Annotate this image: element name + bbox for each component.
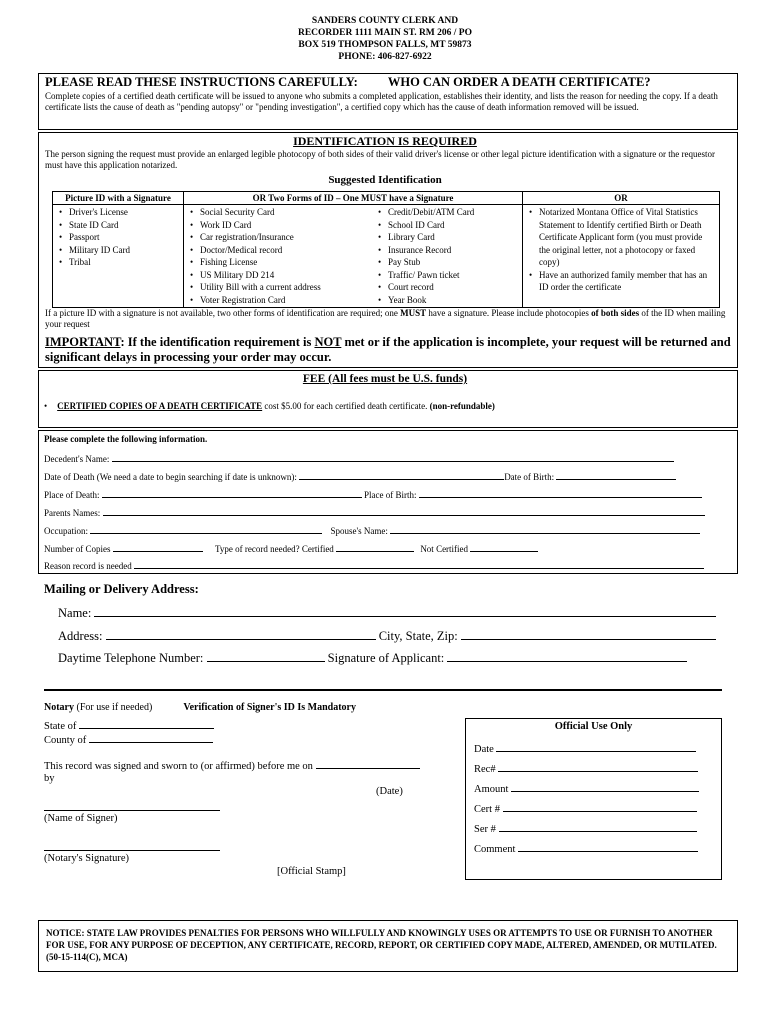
col-two-forms-header: OR Two Forms of ID – One MUST have a Signature bbox=[184, 192, 523, 205]
picture-id-item: • Military ID Card bbox=[69, 244, 179, 257]
id-form-item: • Fishing License bbox=[200, 256, 370, 269]
place-of-death-label: Place of Death: bbox=[44, 490, 100, 500]
picture-id-item: • Passport bbox=[69, 231, 179, 244]
official-cert-row: Cert # bbox=[474, 802, 697, 815]
two-forms-cell bbox=[184, 205, 523, 308]
official-ser-field[interactable] bbox=[499, 822, 697, 832]
state-row bbox=[44, 719, 214, 732]
official-date-row: Date bbox=[474, 742, 696, 755]
picture-id-item: • Driver's License bbox=[69, 206, 179, 219]
decedent-name-field[interactable] bbox=[112, 452, 674, 462]
official-date-field[interactable] bbox=[496, 742, 696, 752]
picture-id-cell bbox=[53, 205, 184, 308]
signer-name-caption: (Name of Signer) bbox=[44, 813, 118, 824]
reason-row bbox=[44, 559, 704, 571]
reason-label: Reason record is needed bbox=[44, 561, 132, 571]
col-picture-id-header: Picture ID with a Signature bbox=[53, 192, 184, 205]
official-comment-row: Comment bbox=[474, 842, 698, 855]
decedent-name-label: Decedent's Name: bbox=[44, 454, 110, 464]
date-of-death-field[interactable] bbox=[299, 470, 504, 480]
id-form-item: • School ID Card bbox=[388, 219, 474, 232]
phone-signature-row bbox=[58, 649, 687, 666]
phone-field[interactable] bbox=[207, 649, 325, 662]
place-of-birth-field[interactable] bbox=[419, 488, 702, 498]
official-amount-row: Amount bbox=[474, 782, 699, 795]
alternative-id-item: • Notarized Montana Office of Vital Statistics Statement to Identify certified Birth or Death Certificate Applicant form (you must provide the original letter, not a photocopy or faxed copy) bbox=[539, 206, 715, 269]
sworn-date-field[interactable] bbox=[316, 759, 420, 769]
id-form-item: • Year Book bbox=[388, 294, 474, 307]
county-field[interactable] bbox=[89, 733, 213, 743]
copies-label: Number of Copies bbox=[44, 544, 111, 554]
signer-name-field[interactable] bbox=[44, 810, 220, 811]
header-line-3: BOX 519 THOMPSON FALLS, MT 59873 bbox=[298, 40, 472, 50]
id-form-item: • Car registration/Insurance bbox=[200, 231, 370, 244]
official-rec-row: Rec# bbox=[474, 762, 698, 775]
form-intro: Please complete the following information. bbox=[44, 434, 208, 444]
copies-field[interactable] bbox=[113, 542, 203, 552]
city-state-zip-label: City, State, Zip: bbox=[378, 629, 458, 643]
header-line-2: RECORDER 1111 MAIN ST. RM 206 / PO bbox=[297, 28, 472, 38]
by-label: by bbox=[44, 773, 55, 784]
mailing-name-field[interactable] bbox=[94, 604, 716, 617]
notice-text: NOTICE: STATE LAW PROVIDES PENALTIES FOR PERSONS WHO WILLFULLY AND KNOWINGLY USES OR ATTEMPTS TO USE OR FURNISH TO ANOTHER FOR USE, FOR ANY PURPOSE OF DECEPTION, ANY CERTIFICATE, RECORD, REPORT, OR CERTIFIED COPY MADE, ALTERED, AMENDED, OR MUTILATED. (50-15-114(C), MCA) bbox=[46, 928, 717, 962]
parents-label: Parents Names: bbox=[44, 508, 101, 518]
id-form-item: • Work ID Card bbox=[200, 219, 370, 232]
official-amount-field[interactable] bbox=[511, 782, 699, 792]
id-form-item: • Credit/Debit/ATM Card bbox=[388, 206, 474, 219]
id-form-item: • Voter Registration Card bbox=[200, 294, 370, 307]
mailing-title: Mailing or Delivery Address: bbox=[44, 582, 199, 596]
id-form-item: • Doctor/Medical record bbox=[200, 244, 370, 257]
parents-field[interactable] bbox=[103, 506, 705, 516]
header-line-4: PHONE: 406-827-6922 bbox=[338, 52, 432, 62]
state-field[interactable] bbox=[79, 719, 214, 729]
official-use-title: Official Use Only bbox=[554, 721, 633, 732]
fee-title: FEE (All fees must be U.S. funds) bbox=[302, 373, 468, 385]
occupation-label: Occupation: bbox=[44, 526, 88, 536]
fee-item: • CERTIFIED COPIES OF A DEATH CERTIFICATE cost $5.00 for each certified death certificate. (non-refundable) bbox=[44, 401, 495, 411]
county-row bbox=[44, 733, 213, 746]
official-ser-row: Ser # bbox=[474, 822, 697, 835]
place-of-birth-label: Place of Birth: bbox=[363, 490, 417, 500]
city-state-zip-field[interactable] bbox=[461, 627, 716, 640]
date-row bbox=[44, 470, 676, 482]
mailing-address-row bbox=[58, 627, 716, 644]
date-of-birth-field[interactable] bbox=[556, 470, 676, 480]
id-form-item: • Library Card bbox=[388, 231, 474, 244]
identification-note: If a picture ID with a signature is not available, two other forms of identification are required; one MUST have a signature. Please include photocopies of both sides of the ID when mailing your request bbox=[45, 308, 726, 329]
official-stamp-caption: [Official Stamp] bbox=[277, 866, 346, 877]
instructions-heading bbox=[45, 75, 651, 90]
certified-field[interactable] bbox=[336, 542, 414, 552]
section-divider bbox=[44, 689, 722, 691]
notary-label: Notary bbox=[44, 702, 74, 713]
occupation-row bbox=[44, 524, 700, 536]
alternative-cell bbox=[523, 205, 720, 308]
sworn-label: This record was signed and sworn to (or affirmed) before me on bbox=[44, 761, 313, 772]
id-form-item: • Utility Bill with a current address bbox=[200, 281, 370, 294]
date-caption: (Date) bbox=[376, 786, 403, 797]
notary-for-use: (For use if needed) bbox=[74, 702, 153, 713]
id-form-item: • US Military DD 214 bbox=[200, 269, 370, 282]
date-of-birth-label: Date of Birth: bbox=[504, 472, 555, 482]
id-form-item: • Pay Stub bbox=[388, 256, 474, 269]
sworn-row bbox=[44, 759, 420, 772]
notary-heading bbox=[44, 702, 356, 713]
notary-signature-field[interactable] bbox=[44, 850, 220, 851]
instructions-title: PLEASE READ THESE INSTRUCTIONS CAREFULLY: bbox=[45, 75, 358, 89]
official-rec-field[interactable] bbox=[498, 762, 698, 772]
identification-text: The person signing the request must provide an enlarged legible photocopy of both sides of their valid driver's license or other legal picture identification with a signature or the requestor must have this application notarized. bbox=[45, 149, 716, 170]
verification-label: Verification of Signer's ID Is Mandatory bbox=[183, 702, 356, 713]
reason-field[interactable] bbox=[134, 559, 704, 569]
spouse-field[interactable] bbox=[390, 524, 700, 534]
id-form-item: • Insurance Record bbox=[388, 244, 474, 257]
id-form-item: • Traffic/ Pawn ticket bbox=[388, 269, 474, 282]
picture-id-item: • State ID Card bbox=[69, 219, 179, 232]
record-type-label: Type of record needed? Certified bbox=[215, 544, 334, 554]
header-line-1: SANDERS COUNTY CLERK AND bbox=[311, 16, 459, 26]
alternative-id-item: • Have an authorized family member that has an ID order the certificate bbox=[539, 269, 715, 294]
official-cert-field[interactable] bbox=[503, 802, 697, 812]
not-certified-label: Not Certified bbox=[420, 544, 469, 554]
col-or-header: OR bbox=[523, 192, 720, 205]
place-row bbox=[44, 488, 702, 500]
parents-row bbox=[44, 506, 705, 518]
id-form-item: • Court record bbox=[388, 281, 474, 294]
instructions-text: Complete copies of a certified death certificate will be issued to anyone who submits a completed application, establishes their identity, and lists the reason for needing the copy. If a death certificate lists the cause of death as "pending autopsy" or "pending investigation", a certified copy which has the cause of death information removed will be issued. bbox=[45, 91, 718, 112]
address-label: Address: bbox=[58, 629, 103, 643]
state-label: State of bbox=[44, 721, 77, 732]
identification-table bbox=[52, 191, 720, 308]
notary-signature-caption: (Notary's Signature) bbox=[44, 853, 129, 864]
signature-label: Signature of Applicant: bbox=[327, 651, 445, 665]
official-comment-field[interactable] bbox=[518, 842, 698, 852]
office-header bbox=[0, 15, 770, 63]
identification-title: IDENTIFICATION IS REQUIRED bbox=[293, 134, 477, 148]
county-label: County of bbox=[44, 735, 87, 746]
copies-row bbox=[44, 542, 538, 554]
date-of-death-label: Date of Death (We need a date to begin searching if date is unknown): bbox=[44, 472, 297, 482]
mailing-name-row bbox=[58, 604, 716, 621]
important-notice: IMPORTANT: If the identification requirement is NOT met or if the application is incomplete, your request will be returned and significant delays in processing your order may occur. bbox=[45, 335, 731, 364]
not-certified-field[interactable] bbox=[470, 542, 538, 552]
picture-id-item: • Tribal bbox=[69, 256, 179, 269]
id-form-item: • Social Security Card bbox=[200, 206, 370, 219]
place-of-death-field[interactable] bbox=[102, 488, 362, 498]
mailing-name-label: Name: bbox=[58, 606, 92, 620]
signature-field[interactable] bbox=[447, 649, 687, 662]
occupation-field[interactable] bbox=[90, 524, 322, 534]
address-field[interactable] bbox=[106, 627, 376, 640]
who-can-order-title: WHO CAN ORDER A DEATH CERTIFICATE? bbox=[387, 75, 651, 89]
spouse-label: Spouse's Name: bbox=[330, 526, 388, 536]
phone-label: Daytime Telephone Number: bbox=[58, 651, 204, 665]
suggested-identification-title: Suggested Identification bbox=[328, 174, 442, 186]
decedent-name-row bbox=[44, 452, 674, 464]
